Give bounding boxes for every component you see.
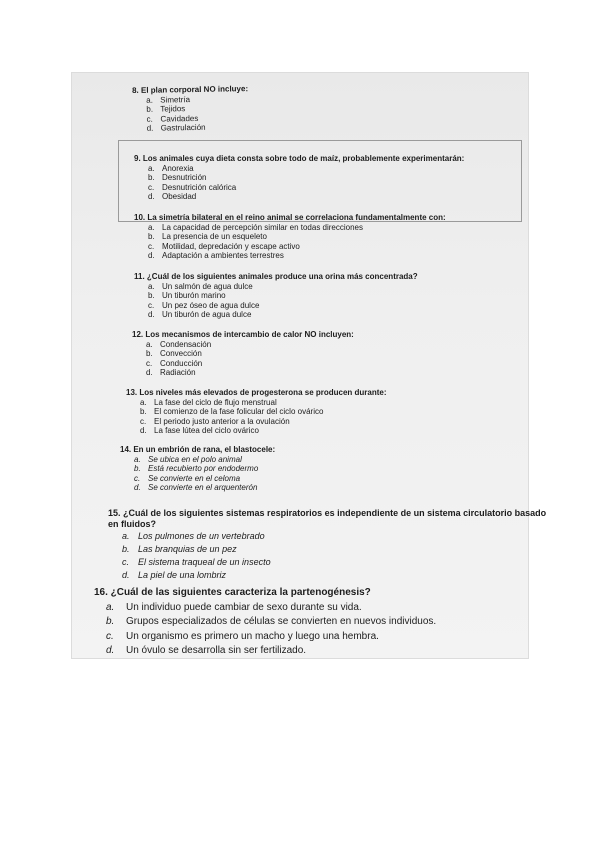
question-9-option-c: c. Desnutrición calórica [148, 182, 237, 192]
question-8-option-a: a. Simetría [146, 94, 191, 105]
question-10-option-a: a. La capacidad de percepción similar en todas direcciones [148, 222, 364, 232]
question-16-stem: 16. ¿Cuál de las siguientes caracteriza la partenogénesis? [94, 587, 371, 598]
question-15-stem: 15. ¿Cuál de los siguientes sistemas respiratorios es independiente de un sistema circulatorio basado en fluidos? [108, 508, 547, 529]
question-13-stem: 13. Los niveles más elevados de progesterona se producen durante: [126, 388, 387, 397]
question-10 [134, 213, 446, 261]
question-11-option-c: c. Un pez óseo de agua dulce [148, 300, 260, 310]
question-14-option-a: a. Se ubica en el polo animal [134, 454, 242, 464]
question-9-option-a: a. Anorexia [148, 163, 194, 173]
question-8-option-c: c. Cavidades [146, 113, 199, 124]
question-13-option-a: a. La fase del ciclo de flujo menstrual [140, 397, 277, 407]
question-16-option-c: c. Un organismo es primero un macho y luego una hembra. [106, 630, 379, 642]
question-16-option-a: a. Un individuo puede cambiar de sexo durante su vida. [106, 601, 362, 613]
question-12 [132, 330, 354, 378]
question-11 [134, 272, 418, 320]
question-11-option-b: b. Un tiburón marino [148, 291, 226, 300]
question-11-stem: 11. ¿Cuál de los siguientes animales produce una orina más concentrada? [134, 272, 418, 281]
question-15-option-a: a. Los pulmones de un vertebrado [122, 531, 265, 541]
question-10-stem: 10. La simetría bilateral en el reino animal se correlaciona fundamentalmente con: [134, 213, 446, 222]
question-15 [108, 508, 548, 582]
question-14-stem: 14. En un embrión de rana, el blastocele: [120, 445, 276, 454]
question-12-option-d: d. Radiación [146, 368, 196, 377]
question-16-option-d: d. Un óvulo se desarrolla sin ser fertilizado. [106, 645, 307, 656]
question-16-option-b: b. Grupos especializados de células se convierten en nuevos individuos. [106, 616, 437, 627]
question-8-stem: 8. El plan corporal NO incluye: [132, 84, 249, 95]
question-13-option-b: b. El comienzo de la fase folicular del ciclo ovárico [140, 407, 324, 416]
question-13-option-c: c. El periodo justo anterior a la ovulación [140, 416, 290, 426]
question-8-option-b: b. Tejidos [146, 104, 186, 114]
question-10-option-d: d. Adaptación a ambientes terrestres [148, 251, 284, 260]
question-15-option-d: d. La piel de una lombriz [122, 570, 227, 580]
question-14-option-b: b. Está recubierto por endodermo [134, 464, 259, 473]
question-12-option-c: c. Conducción [146, 358, 203, 368]
question-13-option-d: d. La fase lútea del ciclo ovárico [140, 426, 259, 435]
question-11-option-d: d. Un tiburón de agua dulce [148, 310, 252, 319]
question-12-option-a: a. Condensación [146, 339, 212, 349]
question-9-option-b: b. Desnutrición [148, 173, 207, 182]
question-8 [132, 84, 249, 133]
question-9-option-d: d. Obesidad [148, 192, 197, 201]
question-12-option-b: b. Convección [146, 349, 202, 358]
question-10-option-c: c. Motilidad, depredación y escape activo [148, 241, 300, 251]
question-10-option-b: b. La presencia de un esqueleto [148, 232, 267, 241]
question-14-option-c: c. Se convierte en el celoma [134, 473, 241, 483]
question-14-option-d: d. Se convierte en el arquenterón [134, 483, 258, 492]
question-13 [126, 388, 387, 436]
question-9 [134, 154, 464, 202]
question-8-option-d: d. Gastrulación [146, 122, 206, 133]
question-9-stem: 9. Los animales cuya dieta consta sobre todo de maíz, probablemente experimentarán: [134, 154, 465, 163]
question-14 [120, 445, 275, 493]
question-16 [94, 586, 436, 659]
question-12-stem: 12. Los mecanismos de intercambio de calor NO incluyen: [132, 330, 354, 339]
question-11-option-a: a. Un salmón de agua dulce [148, 281, 253, 291]
question-15-option-b: b. Las branquias de un pez [122, 544, 237, 554]
question-15-option-c: c. El sistema traqueal de un insecto [122, 557, 271, 567]
